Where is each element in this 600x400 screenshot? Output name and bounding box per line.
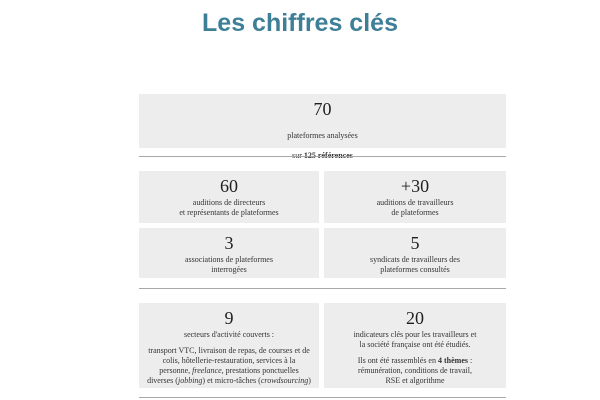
stat-auditions-directeurs — [139, 171, 319, 223]
stat-number: 5 — [410, 233, 420, 253]
stat-label: auditions de directeurs et représentants de plateformes — [179, 198, 279, 217]
stat-number: +30 — [400, 176, 430, 196]
divider — [139, 397, 506, 398]
divider — [139, 288, 506, 289]
stat-number: 70 — [313, 99, 332, 119]
stat-sector-list: transport VTC, livraison de repas, de courses et de colis, hôtellerie-restauration, services à la personne, freelance, prestations ponctuelles diverses (jobbing) et micro-tâches (crowdsourcing) — [147, 346, 311, 385]
stat-secteurs — [139, 303, 319, 388]
stat-number: 20 — [406, 308, 424, 328]
stat-themes-list: rémunération, conditions de travail, RSE et algorithme — [358, 366, 472, 385]
divider — [139, 156, 506, 157]
stat-number: 3 — [224, 233, 234, 253]
stat-syndicats — [324, 228, 506, 278]
stat-plateformes-analysees — [139, 94, 506, 148]
stat-number: 60 — [220, 176, 238, 196]
stat-number: 9 — [224, 308, 234, 328]
stat-label: syndicats de travailleurs des plateformes consultés — [370, 255, 460, 274]
stat-auditions-travailleurs — [324, 171, 506, 223]
stat-label: indicateurs clés pour les travailleurs et la société française ont été étudiés. — [353, 330, 477, 349]
stat-associations — [139, 228, 319, 278]
stat-label: associations de plateformes interrogées — [185, 255, 273, 274]
stat-themes: Ils ont été rassemblés en 4 thèmes : — [357, 356, 473, 365]
stat-heading: secteurs d'activité couverts : — [183, 330, 275, 339]
page-title: Les chiffres clés — [202, 9, 398, 37]
stat-indicateurs — [324, 303, 506, 388]
stat-label: plateformes analysées — [287, 131, 358, 140]
stat-label: auditions de travailleurs de plateformes — [376, 198, 454, 217]
